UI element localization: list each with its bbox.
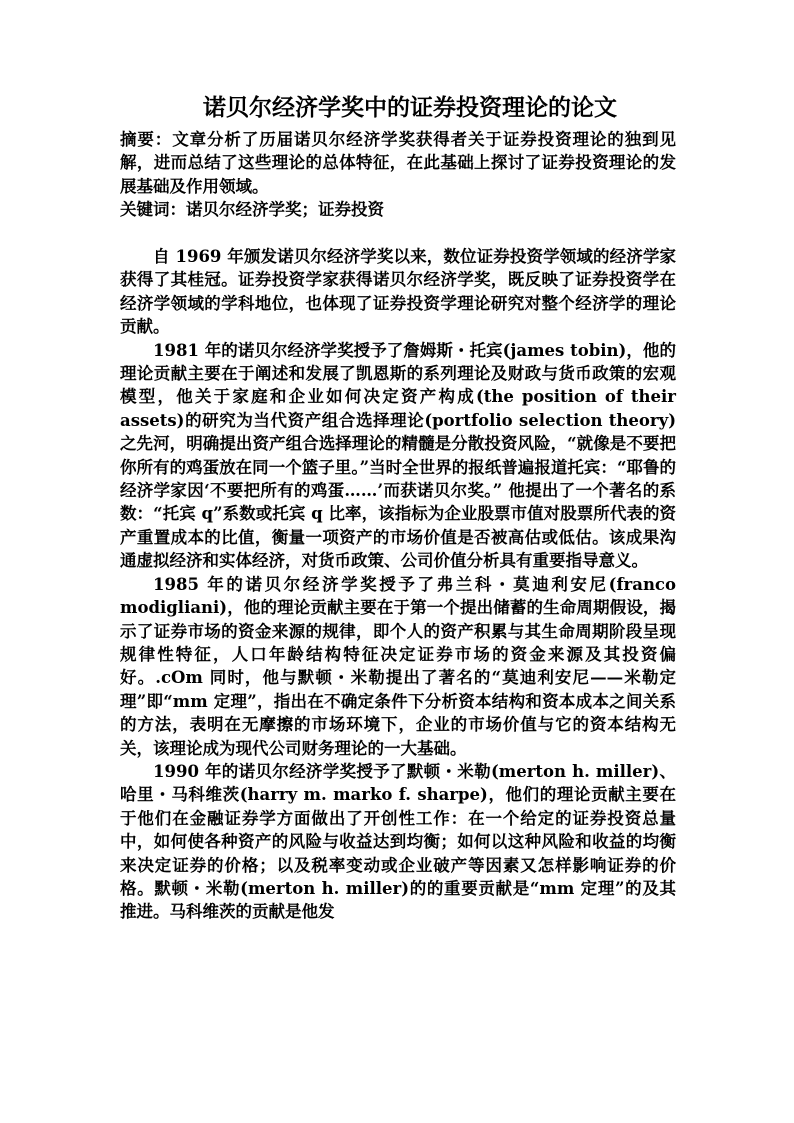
document-title: 诺贝尔经济学奖中的证券投资理论的论文 <box>203 94 617 121</box>
paragraph-1990-miller-markowitz: 1990 年的诺贝尔经济学奖授予了默顿・米勒(merton h. miller)、哈里・马科维茨(harry m. marko f. sharpe)，他们的理论贡献主要在于他们在金融证券学方面做出了开创性工作：在一个给定的证券投资总量中，如何使各种资产的风险与收益达到均衡；如何以这种风险和收益的均衡来决定证券的价格；以及税率变动或企业破产等因素又怎样影响证券的价格。默顿・米勒(merton h. miller)的的重要贡献是“mm 定理”的及其推进。马科维茨的贡献是他发 <box>120 761 676 922</box>
abstract: 摘要：文章分析了历届诺贝尔经济学奖获得者关于证券投资理论的独到见解，进而总结了这些理论的总体特征，在此基础上探讨了证券投资理论的发展基础及作用领域。 <box>120 130 676 196</box>
blank-line <box>120 222 676 245</box>
paragraph-1981-tobin: 1981 年的诺贝尔经济学奖授予了詹姆斯・托宾(james tobin)，他的理论贡献主要在于阐述和发展了凯恩斯的系列理论及财政与货币政策的宏观模型，他关于家庭和企业如何决定资产构成(the position of their assets)的研究为当代资产组合选择理论(portfolio selection theory)之先河，明确提出资产组合选择理论的精髓是分散投资风险，“就像是不要把你所有的鸡蛋放在同一个篮子里。”当时全世界的报纸普遍报道托宾：“耶鲁的经济学家因‘不要把所有的鸡蛋……’而获诺贝尔奖。” 他提出了一个著名的系数：“托宾 q”系数或托宾 q 比率，该指标为企业股票市值对股票所代表的资产重置成本的比值，衡量一项资产的市场价值是否被高估或低估。该成果沟通虚拟经济和实体经济，对货币政策、公司价值分析具有重要指导意义。 <box>120 340 676 571</box>
document-page <box>120 88 676 924</box>
paragraph-1985-modigliani: 1985 年的诺贝尔经济学奖授予了弗兰科・莫迪利安尼(franco modigliani)，他的理论贡献主要在于第一个提出储蓄的生命周期假设，揭示了证券市场的资金来源的规律，即个人的资产积累与其生命周期阶段呈现规律性特征，人口年龄结构特征决定证券市场的资金来源及其投资偏好。.cOm 同时，他与默顿・米勒提出了著名的“莫迪利安尼——米勒定理”即“mm 定理”，指出在不确定条件下分析资本结构和资本成本之间关系的方法，表明在无摩擦的市场环境下，企业的市场价值与它的资本结构无关，该理论成为现代公司财务理论的一大基础。 <box>120 574 676 758</box>
keywords: 关键词：诺贝尔经济学奖；证券投资 <box>120 200 384 220</box>
paragraph-intro: 自 1969 年颁发诺贝尔经济学奖以来，数位证券投资学领域的经济学家获得了其桂冠。证券投资学家获得诺贝尔经济学奖，既反映了证券投资学在经济学领域的学科地位，也体现了证券投资学理论研究对整个经济学的理论贡献。 <box>120 247 676 337</box>
